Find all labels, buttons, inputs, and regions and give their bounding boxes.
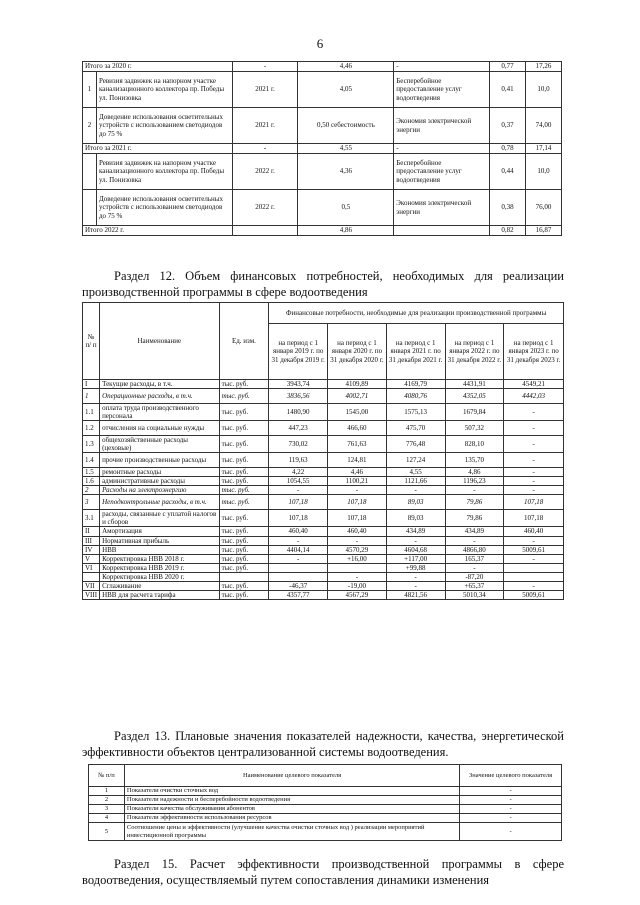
- row-year: 2021 г.: [232, 72, 298, 108]
- row-value-2: 76,00: [526, 190, 562, 226]
- row-value: 4109,89: [328, 380, 387, 389]
- measure-row: [83, 154, 562, 190]
- finance-row: [83, 572, 564, 581]
- row-number: 1: [83, 389, 100, 404]
- row-value: 79,86: [445, 510, 504, 527]
- row-name: Корректировка НВВ 2018 г.: [100, 554, 220, 563]
- header-value: Значение целевого показателя: [460, 765, 562, 787]
- finance-row: [83, 590, 564, 599]
- row-value: -: [445, 536, 504, 545]
- row-unit: тыс. руб.: [219, 563, 269, 572]
- row-value: -: [460, 805, 562, 814]
- row-value-2: 17,26: [526, 62, 562, 72]
- row-name: Показатели качества обслуживания абонентов: [124, 805, 459, 814]
- finance-row: [83, 436, 564, 453]
- row-value: -: [460, 796, 562, 805]
- row-unit: тыс. руб.: [219, 554, 269, 563]
- row-value: 89,03: [386, 510, 445, 527]
- row-name: НВВ для расчета тарифа: [100, 590, 220, 599]
- row-cost: 0,5: [298, 190, 394, 226]
- row-value: -: [386, 572, 445, 581]
- row-cost: 4,86: [298, 226, 394, 236]
- row-value: -19,00: [328, 581, 387, 590]
- section-12-text: Раздел 12. Объем финансовых потребностей, необходимых для реализации производственной программы в сфере водоотведения: [82, 269, 564, 299]
- row-value: 4080,76: [386, 389, 445, 404]
- section-12-heading: [82, 268, 564, 300]
- page-number: 6: [316, 36, 324, 51]
- row-label: Ревизия задвижек на напорном участке канализационного коллектора пр. Победы ул. Понизовка: [96, 154, 232, 190]
- row-value: 4,86: [445, 468, 504, 477]
- row-value: 107,18: [328, 510, 387, 527]
- row-value: +65,37: [445, 581, 504, 590]
- header-num: № п/ п: [83, 303, 100, 380]
- row-label: Доведение использования осветительных устройств с использованием светодиодов до 75 %: [96, 108, 232, 144]
- row-value: 107,18: [504, 495, 564, 510]
- total-row: [83, 226, 562, 236]
- header-group: Финансовые потребности, необходимые для реализации производственной программы: [269, 303, 564, 324]
- row-value-2: 74,00: [526, 108, 562, 144]
- row-value: -: [504, 421, 564, 436]
- row-value: -: [504, 581, 564, 590]
- total-row: [83, 62, 562, 72]
- indicator-row: [89, 805, 562, 814]
- row-value: 460,40: [328, 527, 387, 536]
- row-value-2: 10,0: [526, 72, 562, 108]
- row-effect: Экономия электрической энергии: [394, 190, 490, 226]
- row-number: 3: [83, 495, 100, 510]
- row-value: 4404,14: [269, 545, 328, 554]
- row-number: II: [83, 527, 100, 536]
- row-value: 107,18: [269, 510, 328, 527]
- header-num: № п/п: [89, 765, 125, 787]
- finance-row: [83, 486, 564, 495]
- row-value: 5010,34: [445, 590, 504, 599]
- row-value: 4,22: [269, 468, 328, 477]
- finance-row: [83, 389, 564, 404]
- row-name: Операционные расходы, в т.ч.: [100, 389, 220, 404]
- row-number: 3: [89, 805, 125, 814]
- row-effect: Бесперебойное предоставление услуг водоотведения: [394, 72, 490, 108]
- row-unit: тыс. руб.: [219, 536, 269, 545]
- total-row: [83, 144, 562, 154]
- row-year: 2022 г.: [232, 154, 298, 190]
- row-value: -: [269, 536, 328, 545]
- row-value: 89,03: [386, 495, 445, 510]
- row-name: прочие производственные расходы: [100, 453, 220, 468]
- finance-row: [83, 581, 564, 590]
- row-unit: тыс. руб.: [219, 581, 269, 590]
- row-effect: -: [394, 62, 490, 72]
- row-name: Расходы на электроэнергию: [100, 486, 220, 495]
- section-13-text: Раздел 13. Плановые значения показателей надежности, качества, энергетической эффективности объектов централизованной системы водоотведения.: [82, 729, 564, 759]
- row-value: -: [504, 404, 564, 421]
- row-number: IV: [83, 545, 100, 554]
- row-value: -87,20: [445, 572, 504, 581]
- row-number: VIII: [83, 590, 100, 599]
- row-value-1: 0,77: [490, 62, 526, 72]
- row-value: 4604,68: [386, 545, 445, 554]
- row-name: общехозяйственные расходы (цеховые): [100, 436, 220, 453]
- row-unit: тыс. руб.: [219, 389, 269, 404]
- row-label: Итого за 2020 г.: [83, 62, 233, 72]
- row-value: 1679,84: [445, 404, 504, 421]
- row-effect: [394, 226, 490, 236]
- row-unit: тыс. руб.: [219, 495, 269, 510]
- finance-row: [83, 404, 564, 421]
- row-value-1: 0,41: [490, 72, 526, 108]
- row-cost: 4,55: [298, 144, 394, 154]
- indicator-row: [89, 796, 562, 805]
- section-15-text: Раздел 15. Расчет эффективности производственной программы в сфере водоотведения, осуществляемый путем сопоставления динамики изменения: [82, 857, 564, 887]
- finance-row: [83, 545, 564, 554]
- row-value: -: [504, 486, 564, 495]
- finance-row: [83, 477, 564, 486]
- row-value: 3943,74: [269, 380, 328, 389]
- row-value: 761,63: [328, 436, 387, 453]
- row-value: -: [269, 554, 328, 563]
- row-number: 2: [83, 486, 100, 495]
- row-number: 1.4: [83, 453, 100, 468]
- measure-row: [83, 108, 562, 144]
- row-value: 4567,29: [328, 590, 387, 599]
- row-name: ремонтные расходы: [100, 468, 220, 477]
- row-unit: тыс. руб.: [219, 590, 269, 599]
- row-value: 460,40: [269, 527, 328, 536]
- row-value: -: [504, 477, 564, 486]
- row-value: 828,10: [445, 436, 504, 453]
- finance-row: [83, 527, 564, 536]
- row-value-1: 0,82: [490, 226, 526, 236]
- row-name: Неподконтрольные расходы, в т.ч.: [100, 495, 220, 510]
- row-value: 507,32: [445, 421, 504, 436]
- row-number: III: [83, 536, 100, 545]
- row-value: -: [460, 814, 562, 823]
- row-unit: тыс. руб.: [219, 404, 269, 421]
- row-unit: тыс. руб.: [219, 527, 269, 536]
- row-value: 1575,13: [386, 404, 445, 421]
- row-number: 2: [89, 796, 125, 805]
- row-cost: 0,50 себестоимость: [298, 108, 394, 144]
- row-number: 1: [83, 72, 97, 108]
- indicator-row: [89, 787, 562, 796]
- header-name: Наименование целевого показателя: [124, 765, 459, 787]
- row-number: VI: [83, 563, 100, 572]
- row-value: -46,37: [269, 581, 328, 590]
- row-number: 1.1: [83, 404, 100, 421]
- row-value: 1545,00: [328, 404, 387, 421]
- row-unit: тыс. руб.: [219, 380, 269, 389]
- finance-row: [83, 453, 564, 468]
- row-value-1: 0,38: [490, 190, 526, 226]
- row-name: Текущие расходы, в т.ч.: [100, 380, 220, 389]
- row-value-2: 17,14: [526, 144, 562, 154]
- row-number: [83, 572, 100, 581]
- row-name: расходы, связанные с уплатой налогов и сборов: [100, 510, 220, 527]
- row-effect: Экономия электрической энергии: [394, 108, 490, 144]
- row-name: Сглаживание: [100, 581, 220, 590]
- header-period: на период с 1 января 2020 г. по 31 декабря 2020 г.: [328, 324, 387, 380]
- row-value: 776,48: [386, 436, 445, 453]
- row-value: 4549,21: [504, 380, 564, 389]
- row-number: 1.2: [83, 421, 100, 436]
- row-value: -: [460, 787, 562, 796]
- row-name: Корректировка НВВ 2020 г.: [100, 572, 220, 581]
- finance-row: [83, 510, 564, 527]
- row-value: 4352,05: [445, 389, 504, 404]
- row-number: [83, 154, 97, 190]
- header-period: на период с 1 января 2023 г. по 31 декабря 2023 г.: [504, 324, 564, 380]
- row-value-1: 0,44: [490, 154, 526, 190]
- row-value: 135,70: [445, 453, 504, 468]
- row-effect: Бесперебойное предоставление услуг водоотведения: [394, 154, 490, 190]
- row-value: [504, 563, 564, 572]
- row-name: Показатели очистки сточных вод: [124, 787, 459, 796]
- financial-needs-table: [82, 302, 564, 600]
- row-value: 447,23: [269, 421, 328, 436]
- row-effect: -: [394, 144, 490, 154]
- row-value: 107,18: [269, 495, 328, 510]
- row-value: -: [328, 572, 387, 581]
- row-unit: тыс. руб.: [219, 421, 269, 436]
- row-value: 79,86: [445, 495, 504, 510]
- row-cost: 4,05: [298, 72, 394, 108]
- row-name: отчисления на социальные нужды: [100, 421, 220, 436]
- row-label: Доведение использования осветительных устройств с использованием светодиодов до 75 %: [96, 190, 232, 226]
- row-name: Амортизация: [100, 527, 220, 536]
- row-value: [269, 563, 328, 572]
- finance-row: [83, 380, 564, 389]
- row-name: Показатели надежности и бесперебойности водоотведения: [124, 796, 459, 805]
- row-value: -: [386, 536, 445, 545]
- row-value: -: [386, 486, 445, 495]
- row-value: 1480,90: [269, 404, 328, 421]
- row-label: Итого 2022 г.: [83, 226, 233, 236]
- row-year: -: [232, 62, 298, 72]
- row-name: Корректировка НВВ 2019 г.: [100, 563, 220, 572]
- row-value-2: 10,0: [526, 154, 562, 190]
- row-number: 5: [89, 823, 125, 841]
- row-cost: 4,36: [298, 154, 394, 190]
- row-value: +99,88: [386, 563, 445, 572]
- measures-table: [82, 61, 562, 236]
- finance-row: [83, 554, 564, 563]
- row-value: 475,70: [386, 421, 445, 436]
- row-year: [232, 226, 298, 236]
- row-year: 2021 г.: [232, 108, 298, 144]
- row-value: 107,18: [328, 495, 387, 510]
- row-value: -: [504, 554, 564, 563]
- row-value: 4821,56: [386, 590, 445, 599]
- row-value: -: [504, 536, 564, 545]
- row-label: Ревизия задвижек на напорном участке канализационного коллектора пр. Победы ул. Понизовка: [96, 72, 232, 108]
- row-value: -: [460, 823, 562, 841]
- finance-row: [83, 468, 564, 477]
- row-value: 165,37: [445, 554, 504, 563]
- row-value: -: [504, 436, 564, 453]
- header-period: на период с 1 января 2021 г. по 31 декабря 2021 г.: [386, 324, 445, 380]
- row-number: I: [83, 380, 100, 389]
- header-name: Наименование: [100, 303, 220, 380]
- row-value: 127,24: [386, 453, 445, 468]
- row-number: 1.5: [83, 468, 100, 477]
- row-value: 434,89: [386, 527, 445, 536]
- row-value: 1054,55: [269, 477, 328, 486]
- row-unit: [219, 572, 269, 581]
- row-unit: тыс. руб.: [219, 436, 269, 453]
- row-value: -: [328, 536, 387, 545]
- row-year: -: [232, 144, 298, 154]
- row-name: административные расходы: [100, 477, 220, 486]
- row-value: -: [445, 563, 504, 572]
- row-value: [328, 563, 387, 572]
- row-value: 107,18: [504, 510, 564, 527]
- row-value: 4357,77: [269, 590, 328, 599]
- row-value: 434,89: [445, 527, 504, 536]
- row-value: 5009,61: [504, 545, 564, 554]
- row-value: 4431,91: [445, 380, 504, 389]
- row-value: 4442,03: [504, 389, 564, 404]
- row-value-1: 0,37: [490, 108, 526, 144]
- finance-row: [83, 563, 564, 572]
- section-13-heading: [82, 728, 564, 760]
- finance-row: [83, 536, 564, 545]
- row-value: 3836,56: [269, 389, 328, 404]
- row-value: 4866,80: [445, 545, 504, 554]
- measure-row: [83, 72, 562, 108]
- row-value: [504, 572, 564, 581]
- row-unit: тыс. руб.: [219, 486, 269, 495]
- header-period: на период с 1 января 2022 г. по 31 декабря 2022 г.: [445, 324, 504, 380]
- row-value: 1196,23: [445, 477, 504, 486]
- row-value: -: [504, 453, 564, 468]
- row-name: оплата труда производственного персонала: [100, 404, 220, 421]
- row-number: 3.1: [83, 510, 100, 527]
- finance-row: [83, 421, 564, 436]
- row-name: Соотношение цены и эффективности (улучшение качества очистки сточных вод ) реализации мероприятий инвестиционной программы: [124, 823, 459, 841]
- row-unit: тыс. руб.: [219, 545, 269, 554]
- row-value: -: [445, 486, 504, 495]
- row-value: -: [386, 581, 445, 590]
- header-unit: Ед. изм.: [219, 303, 269, 380]
- row-value: +16,00: [328, 554, 387, 563]
- row-value: -: [328, 486, 387, 495]
- row-number: 1.6: [83, 477, 100, 486]
- row-value: 4169,79: [386, 380, 445, 389]
- finance-row: [83, 495, 564, 510]
- row-value: 119,63: [269, 453, 328, 468]
- row-name: Показатели эффективности использования ресурсов: [124, 814, 459, 823]
- row-value: 5009,61: [504, 590, 564, 599]
- row-value: 124,81: [328, 453, 387, 468]
- target-indicators-table: [88, 764, 562, 841]
- indicator-row: [89, 814, 562, 823]
- row-value: 460,40: [504, 527, 564, 536]
- row-value: 466,60: [328, 421, 387, 436]
- row-value-1: 0,78: [490, 144, 526, 154]
- row-number: VII: [83, 581, 100, 590]
- section-15-heading: [82, 856, 564, 888]
- row-unit: тыс. руб.: [219, 468, 269, 477]
- row-year: 2022 г.: [232, 190, 298, 226]
- measure-row: [83, 190, 562, 226]
- row-value: +117,00: [386, 554, 445, 563]
- header-period: на период с 1 января 2019 г. по 31 декабря 2019 г.: [269, 324, 328, 380]
- row-number: V: [83, 554, 100, 563]
- row-value: 1121,66: [386, 477, 445, 486]
- row-unit: тыс. руб.: [219, 510, 269, 527]
- row-value: 4002,71: [328, 389, 387, 404]
- row-cost: 4,46: [298, 62, 394, 72]
- row-unit: тыс. руб.: [219, 453, 269, 468]
- row-value: [269, 572, 328, 581]
- row-value: 730,02: [269, 436, 328, 453]
- row-value: -: [504, 468, 564, 477]
- row-number: 4: [89, 814, 125, 823]
- row-unit: тыс. руб.: [219, 477, 269, 486]
- row-label: Итого за 2021 г.: [83, 144, 233, 154]
- row-name: Нормативная прибыль: [100, 536, 220, 545]
- row-value-2: 16,87: [526, 226, 562, 236]
- row-value: 1100,21: [328, 477, 387, 486]
- row-value: -: [269, 486, 328, 495]
- row-name: НВВ: [100, 545, 220, 554]
- row-value: 4,46: [328, 468, 387, 477]
- row-number: 2: [83, 108, 97, 144]
- row-value: 4570,29: [328, 545, 387, 554]
- indicator-row: [89, 823, 562, 841]
- row-number: [83, 190, 97, 226]
- row-value: 4,55: [386, 468, 445, 477]
- row-number: 1: [89, 787, 125, 796]
- row-number: 1.3: [83, 436, 100, 453]
